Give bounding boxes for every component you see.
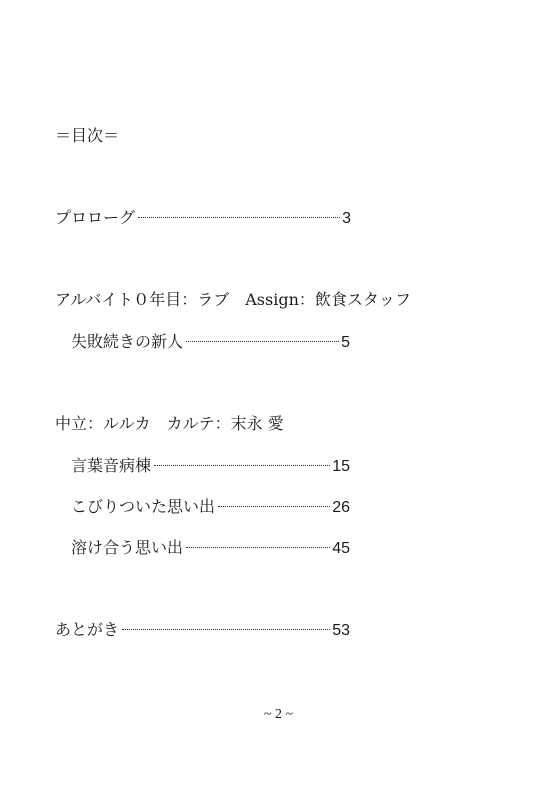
- toc-entry-page: 3: [342, 210, 351, 227]
- toc-section-title: アルバイト０年目：ラブ Assign：飲食スタッフ: [55, 290, 411, 309]
- toc-section-title: 中立：ルルカ カルテ：末永 愛: [55, 414, 284, 433]
- toc-entry-page: 5: [341, 334, 350, 351]
- leader-dots: [154, 465, 330, 466]
- leader-dots: [122, 629, 330, 630]
- page-number: ~ 2 ~: [263, 707, 294, 722]
- toc-entry-label: 溶け合う思い出: [71, 538, 184, 557]
- toc-entry-label: あとがき: [55, 620, 120, 639]
- toc-entry-shippai[interactable]: [71, 332, 350, 353]
- toc-entry-kobiritsuita[interactable]: [71, 497, 350, 518]
- toc-entry-label: プロローグ: [55, 208, 136, 227]
- leader-dots: [186, 341, 339, 342]
- toc-entry-page: 15: [332, 458, 350, 475]
- leader-dots: [186, 547, 330, 548]
- toc-entry-page: 26: [332, 499, 350, 516]
- toc-entry-prologue[interactable]: [55, 208, 351, 229]
- toc-entry-tokeau[interactable]: [71, 538, 350, 559]
- leader-dots: [218, 506, 330, 507]
- toc-entry-page: 45: [332, 540, 350, 557]
- toc-entry-page: 53: [332, 622, 350, 639]
- toc-entry-afterword[interactable]: [55, 620, 350, 641]
- toc-entry-label: 失敗続きの新人: [71, 332, 184, 351]
- toc-entry-label: 言葉音病棟: [71, 456, 152, 475]
- toc-entry-label: こびりついた思い出: [71, 497, 216, 516]
- toc-entry-kotoba[interactable]: [71, 456, 350, 477]
- toc-heading: ＝目次＝: [55, 126, 120, 145]
- leader-dots: [138, 217, 340, 218]
